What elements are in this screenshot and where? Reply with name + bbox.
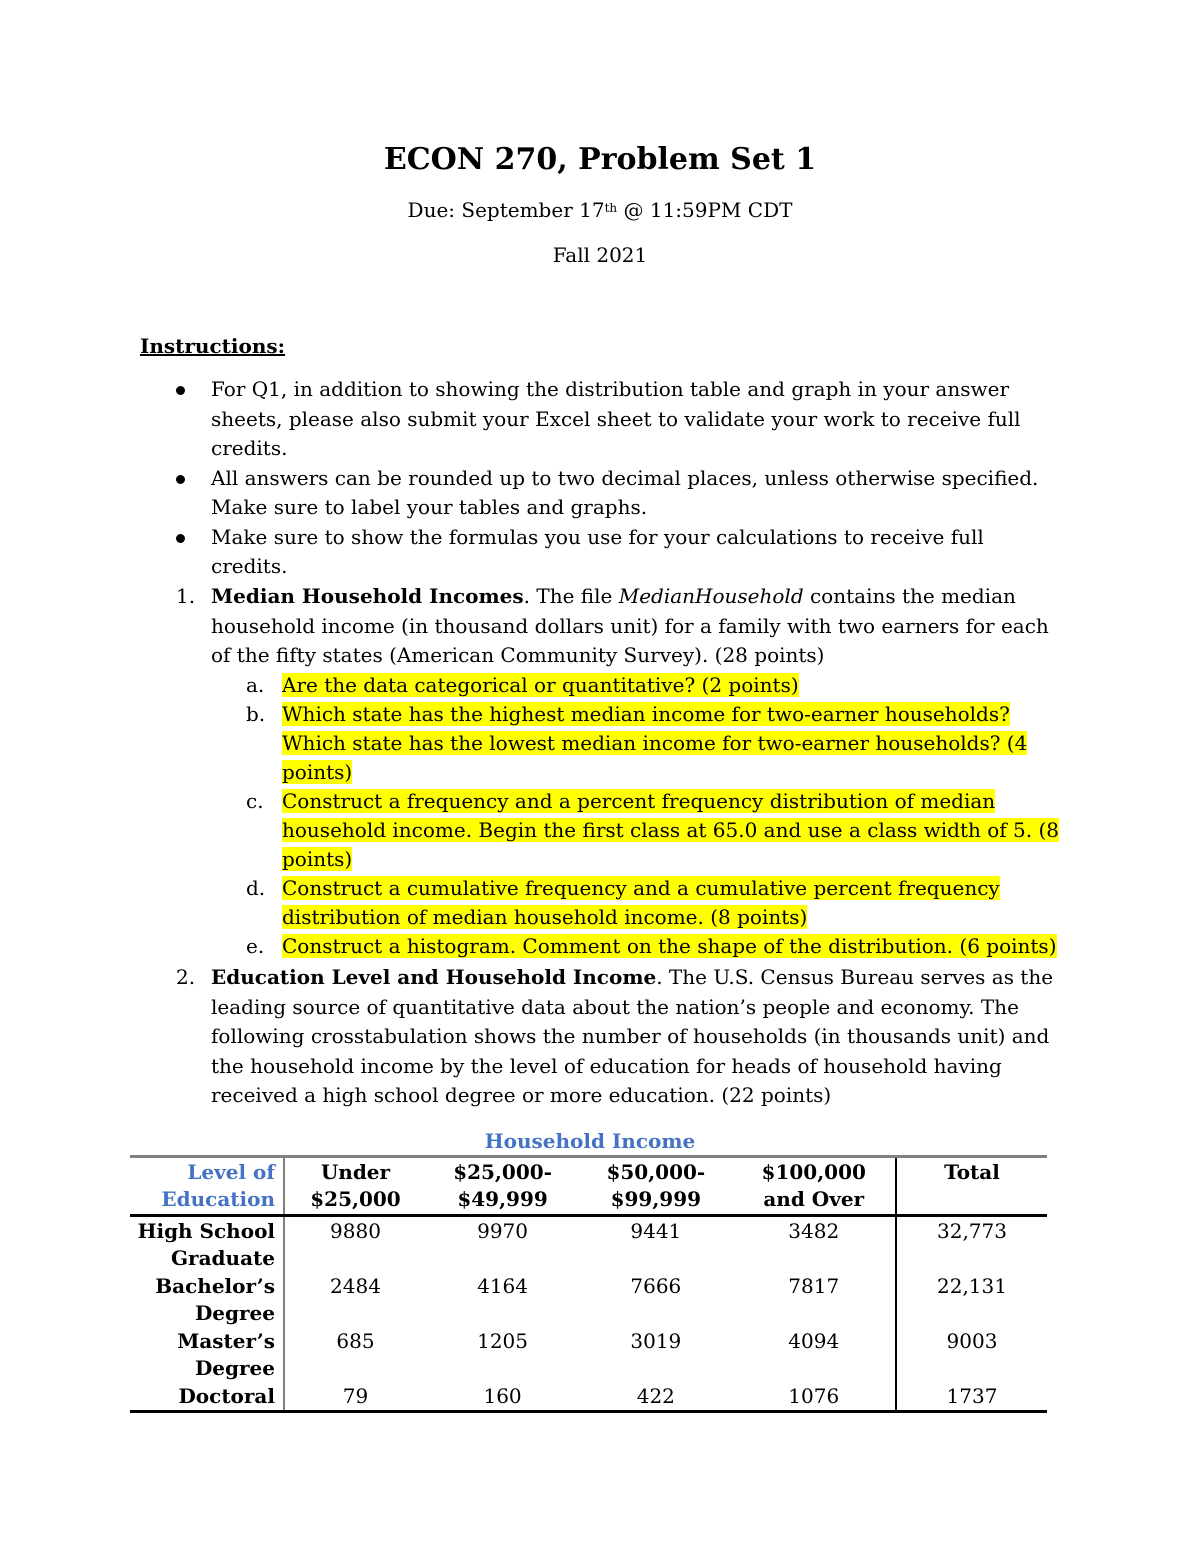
column-header-total [896, 1157, 1047, 1216]
header-line: $100,000 [761, 1160, 866, 1184]
part-letter: e. [246, 933, 265, 958]
instruction-item [0, 523, 1051, 582]
table-cell: 4164 [477, 1274, 529, 1298]
table-row [130, 1382, 1047, 1412]
column-header [732, 1157, 896, 1216]
label-line: Bachelor’s [155, 1274, 275, 1298]
header-line: $49,999 [457, 1187, 548, 1211]
due-date-suffix: @ 11:59PM CDT [617, 198, 793, 222]
question-part [246, 874, 1066, 932]
due-date-superscript: th [604, 201, 618, 215]
row-label [130, 1327, 284, 1382]
header-line: $25,000- [453, 1160, 552, 1184]
row-label [130, 1216, 284, 1273]
crosstab-table [130, 1155, 1047, 1413]
question-2 [0, 963, 1200, 1111]
header-line: $99,999 [610, 1187, 702, 1211]
table-cell: 3482 [788, 1219, 840, 1243]
header-line: $25,000 [310, 1187, 401, 1211]
part-letter: d. [246, 875, 266, 900]
table-row [130, 1327, 1047, 1382]
table-cell: 160 [426, 1382, 579, 1412]
table-cell: 79 [284, 1382, 426, 1412]
instruction-item [0, 375, 1051, 464]
question-1 [0, 582, 1200, 961]
due-date-prefix: Due: September 17 [407, 198, 605, 222]
instruction-text: All answers can be rounded up to two decimal places, unless otherwise specified. Make sure to label your tables and graphs. [211, 465, 1039, 519]
question-title: Median Household Incomes [211, 584, 524, 608]
label-line: Doctoral [178, 1384, 275, 1408]
question-part [246, 700, 1066, 787]
question-part [246, 787, 1066, 874]
table-cell: 4094 [788, 1329, 840, 1353]
header-line: Education [161, 1187, 275, 1211]
part-text: Which state has the highest median income for two-earner households? Which state has the lowest median income for two-earner households? (4 points) [282, 701, 1028, 784]
instructions-heading: Instructions: [140, 334, 286, 358]
header-line: Under [320, 1160, 391, 1184]
part-text: Construct a cumulative frequency and a cumulative percent frequency distribution of median household income. (8 points) [282, 875, 1000, 929]
column-header [284, 1157, 426, 1216]
table-cell-total: 1737 [896, 1382, 1047, 1412]
table-cell: 9970 [477, 1219, 529, 1243]
header-line: Level of [187, 1160, 275, 1184]
question-parts [246, 671, 1066, 961]
label-line: High School [137, 1219, 275, 1243]
table-cell: 1076 [732, 1382, 896, 1412]
question-number: 1. [176, 584, 196, 608]
instruction-text: Make sure to show the formulas you use for your calculations to receive full credits. [211, 524, 984, 578]
part-text: Construct a frequency and a percent frequency distribution of median household income. Begin the first class at 65.0 and use a class width of 5. (8 points) [282, 788, 1060, 871]
row-label [130, 1272, 284, 1327]
table-cell: 9880 [330, 1219, 381, 1243]
part-letter: a. [246, 672, 265, 697]
table-cell: 685 [336, 1329, 375, 1353]
term: Fall 2021 [552, 243, 648, 267]
label-line: Degree [194, 1301, 275, 1325]
instruction-item [0, 464, 1051, 523]
header-line: $50,000- [606, 1160, 706, 1184]
table-caption: Household Income [484, 1129, 696, 1153]
file-name: MedianHousehold [618, 584, 804, 608]
table-row [130, 1216, 1047, 1273]
table-cell-total: 32,773 [896, 1216, 1047, 1273]
column-header [426, 1157, 579, 1216]
row-label [130, 1382, 284, 1412]
question-text-part: contains the median household income (in thousand dollars unit) for a family with two earners for each of the fifty states (American Community Survey). (28 points) [211, 584, 1049, 667]
table-cell: 9441 [630, 1219, 682, 1243]
bullet-icon [176, 386, 185, 395]
table-cell-total: 9003 [896, 1327, 1047, 1382]
question-text [211, 582, 1061, 671]
header-line: and Over [763, 1187, 865, 1211]
part-text: Construct a histogram. Comment on the shape of the distribution. (6 points) [282, 933, 1057, 958]
table-cell: 1205 [477, 1329, 529, 1353]
part-letter: c. [246, 788, 264, 813]
question-text-part: . The file [523, 584, 619, 608]
part-text: Are the data categorical or quantitative? (2 points) [282, 672, 799, 697]
table-cell: 7817 [788, 1274, 840, 1298]
question-text [211, 963, 1061, 1111]
header-line: Total [944, 1160, 1000, 1184]
instructions-list [0, 375, 1200, 582]
question-number: 2. [176, 965, 196, 989]
table-header-row [130, 1157, 1047, 1216]
table-cell: 7666 [630, 1274, 682, 1298]
bullet-icon [176, 534, 185, 543]
table-cell: 422 [579, 1382, 732, 1412]
row-header-label [130, 1157, 284, 1216]
part-letter: b. [246, 701, 266, 726]
question-part [246, 932, 1066, 961]
instruction-text: For Q1, in addition to showing the distribution table and graph in your answer sheets, please also submit your Excel sheet to validate your work to receive full credits. [211, 377, 1021, 460]
table-row [130, 1272, 1047, 1327]
label-line: Graduate [170, 1246, 275, 1270]
question-text-part: . The U.S. Census Bureau serves as the leading source of quantitative data about the nation’s people and economy. The following crosstabulation shows the number of households (in thousands unit) and the household income by the level of education for heads of household having received a high school degree or more education. (22 points) [211, 965, 1054, 1107]
label-line: Master’s [177, 1329, 275, 1353]
bullet-icon [176, 475, 185, 484]
question-part [246, 671, 1066, 700]
label-line: Degree [194, 1356, 275, 1380]
table-cell-total: 22,131 [896, 1272, 1047, 1327]
table-cell: 3019 [630, 1329, 682, 1353]
question-title: Education Level and Household Income [211, 965, 657, 989]
page-title: ECON 270, Problem Set 1 [383, 142, 817, 177]
table-cell: 2484 [330, 1274, 381, 1298]
column-header [579, 1157, 732, 1216]
due-date [0, 195, 1200, 225]
